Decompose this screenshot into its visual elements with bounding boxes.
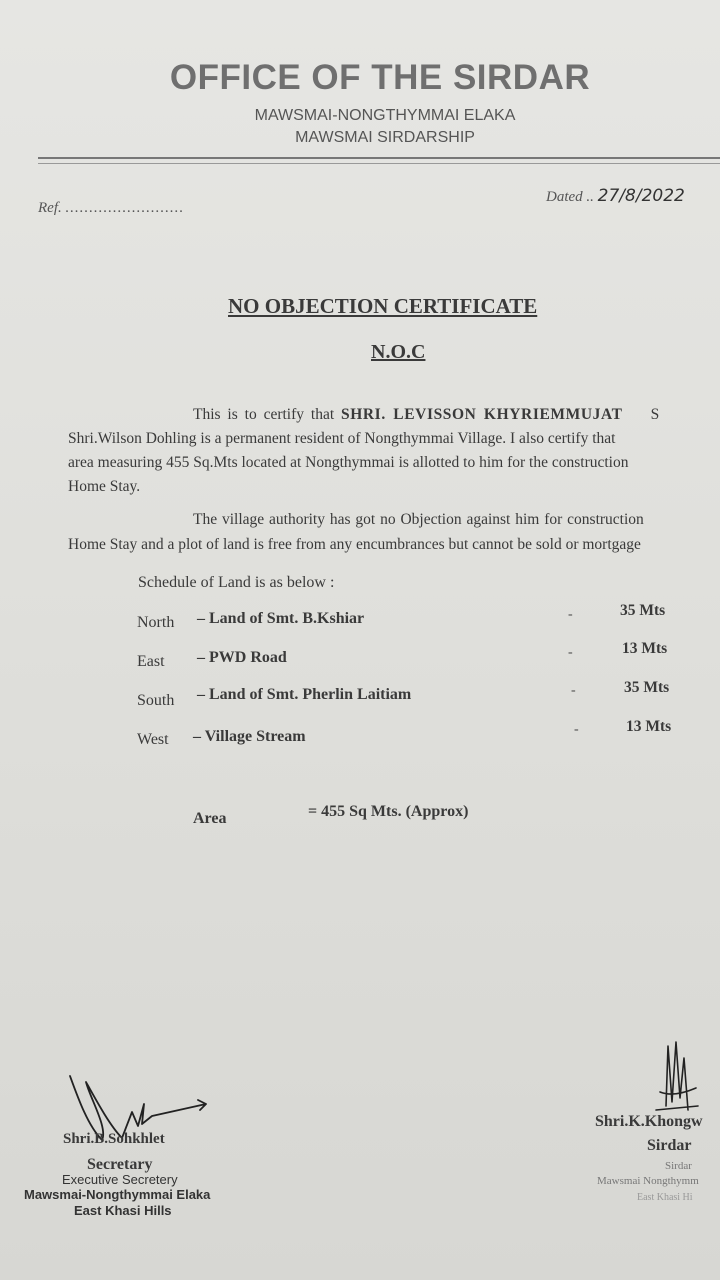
- dated-value: 27/8/2022: [597, 186, 685, 206]
- schedule-desc-west: – Village Stream: [193, 728, 306, 745]
- schedule-dir-north: North: [137, 614, 175, 631]
- ref-dots: .........................: [65, 200, 185, 216]
- sirdar-signature: [646, 1036, 706, 1116]
- area-label: Area: [193, 810, 227, 827]
- area-value: = 455 Sq Mts. (Approx): [308, 803, 469, 820]
- dated-dots: ..: [586, 189, 594, 205]
- schedule-sep-west: -: [574, 722, 579, 737]
- body-paragraph-2-line-1: The village authority has got no Objection against him for construction: [193, 511, 644, 528]
- header-rule: [38, 157, 720, 159]
- secretary-stamp-line-3: East Khasi Hills: [74, 1203, 172, 1218]
- header-rule-thin: [38, 163, 720, 164]
- dated-field: [546, 186, 685, 206]
- certificate-abbr: N.O.C: [371, 341, 426, 363]
- letterhead-title: OFFICE OF THE SIRDAR: [169, 58, 591, 97]
- schedule-sep-north: -: [568, 607, 573, 622]
- letterhead-sirdarship: MAWSMAI SIRDARSHIP: [295, 129, 475, 146]
- ref-label: Ref.: [38, 200, 62, 216]
- applicant-name: SHRI. LEVISSON KHYRIEMMUJAT: [341, 406, 623, 423]
- schedule-dir-east: East: [137, 653, 165, 670]
- schedule-sep-east: -: [568, 645, 573, 660]
- letterhead-elaka: MAWSMAI-NONGTHYMMAI ELAKA: [254, 107, 516, 124]
- sirdar-stamp-line-2: Mawsmai Nongthymm: [597, 1175, 699, 1187]
- schedule-desc-north: – Land of Smt. B.Kshiar: [197, 610, 365, 627]
- body-paragraph-1-line-2: Shri.Wilson Dohling is a permanent resident of Nongthymmai Village. I also certify that: [68, 430, 616, 447]
- schedule-dir-south: South: [137, 692, 175, 709]
- schedule-measure-east: 13 Mts: [622, 640, 668, 657]
- body-paragraph-1-line-3: area measuring 455 Sq.Mts located at Nongthymmai is allotted to him for the construction: [68, 454, 629, 471]
- body-text: This is to certify that: [193, 406, 342, 423]
- ref-field: [38, 200, 184, 217]
- secretary-title: Secretary: [87, 1156, 153, 1173]
- secretary-name: Shri.B.Sohkhlet: [63, 1131, 165, 1147]
- schedule-measure-west: 13 Mts: [626, 718, 672, 735]
- secretary-stamp-line-1: Executive Secretery: [62, 1172, 178, 1187]
- sirdar-stamp-line-3: East Khasi Hi: [637, 1192, 693, 1203]
- body-text-cut: S: [650, 406, 660, 423]
- sirdar-stamp-line-1: Sirdar: [665, 1160, 692, 1172]
- body-paragraph-2-line-2: Home Stay and a plot of land is free from any encumbrances but cannot be sold or mortgage: [68, 536, 641, 553]
- schedule-desc-south: – Land of Smt. Pherlin Laitiam: [197, 686, 412, 703]
- secretary-stamp-line-2: Mawsmai-Nongthymmai Elaka: [24, 1187, 211, 1202]
- schedule-desc-east: – PWD Road: [197, 649, 287, 666]
- body-paragraph-1-line-1: [193, 406, 659, 424]
- schedule-heading: Schedule of Land is as below :: [138, 574, 335, 591]
- body-paragraph-1-line-4: Home Stay.: [68, 478, 141, 495]
- schedule-sep-south: -: [571, 683, 576, 698]
- schedule-measure-south: 35 Mts: [624, 679, 670, 696]
- schedule-measure-north: 35 Mts: [620, 602, 666, 619]
- schedule-dir-west: West: [137, 731, 169, 748]
- sirdar-title: Sirdar: [647, 1137, 692, 1154]
- dated-label: Dated: [546, 189, 583, 205]
- sirdar-name: Shri.K.Khongw: [595, 1113, 703, 1130]
- certificate-title: NO OBJECTION CERTIFICATE: [228, 294, 538, 318]
